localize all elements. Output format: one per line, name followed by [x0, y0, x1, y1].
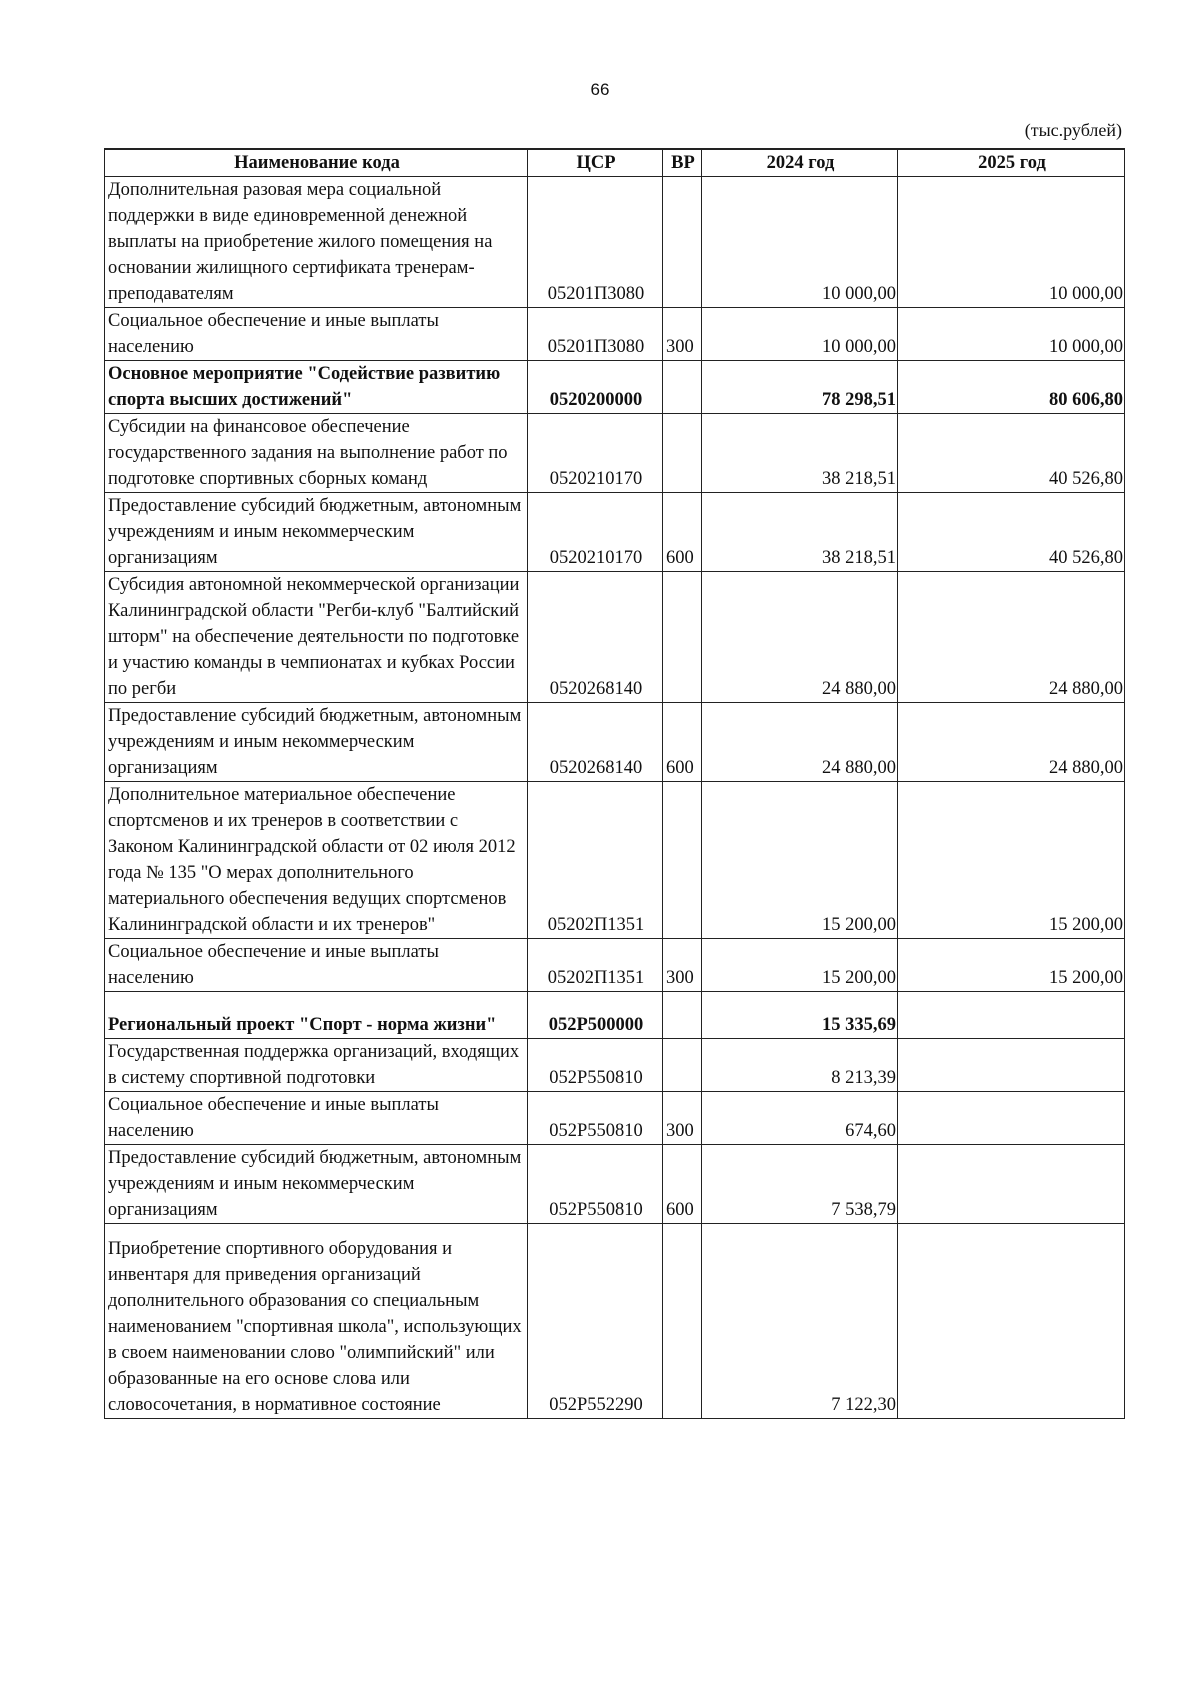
table-row	[105, 703, 1125, 782]
row-2025	[898, 1224, 1125, 1419]
row-csr: 052Р552290	[528, 1224, 663, 1419]
header-csr: ЦСР	[528, 149, 663, 177]
table-row-regional-project	[105, 992, 1125, 1039]
table-row	[105, 308, 1125, 361]
header-2025: 2025 год	[898, 149, 1125, 177]
row-2025: 15 200,00	[898, 782, 1125, 939]
row-name: Предоставление субсидий бюджетным, автономным учреждениям и иным некоммерческим организациям	[105, 1145, 528, 1224]
table-row	[105, 1145, 1125, 1224]
row-2024: 38 218,51	[702, 493, 898, 572]
row-2025	[898, 1039, 1125, 1092]
row-csr: 052Р550810	[528, 1039, 663, 1092]
row-2024: 15 200,00	[702, 782, 898, 939]
row-2025: 10 000,00	[898, 308, 1125, 361]
row-name: Региональный проект "Спорт - норма жизни"	[105, 992, 528, 1039]
row-name: Предоставление субсидий бюджетным, автономным учреждениям и иным некоммерческим организациям	[105, 703, 528, 782]
row-2025: 10 000,00	[898, 177, 1125, 308]
row-csr: 0520268140	[528, 572, 663, 703]
table-row	[105, 1039, 1125, 1092]
row-csr: 05201П3080	[528, 308, 663, 361]
row-2024: 7 122,30	[702, 1224, 898, 1419]
row-name: Социальное обеспечение и иные выплаты населению	[105, 308, 528, 361]
row-2025: 24 880,00	[898, 572, 1125, 703]
table-row	[105, 177, 1125, 308]
header-2024: 2024 год	[702, 149, 898, 177]
header-name: Наименование кода	[105, 149, 528, 177]
row-csr: 05201П3080	[528, 177, 663, 308]
row-vr	[663, 177, 702, 308]
row-vr: 300	[663, 939, 702, 992]
row-csr: 052Р500000	[528, 992, 663, 1039]
row-csr: 052Р550810	[528, 1092, 663, 1145]
row-2025	[898, 992, 1125, 1039]
row-name: Субсидия автономной некоммерческой организации Калининградской области "Регби-клуб "Балтийский шторм" на обеспечение деятельности по подготовке и участию команды в чемпионатах и кубках России по регби	[105, 572, 528, 703]
row-vr	[663, 1224, 702, 1419]
table-header-row	[105, 149, 1125, 177]
row-vr: 600	[663, 1145, 702, 1224]
header-vr: ВР	[663, 149, 702, 177]
row-name: Субсидии на финансовое обеспечение государственного задания на выполнение работ по подготовке спортивных сборных команд	[105, 414, 528, 493]
row-name: Дополнительная разовая мера социальной поддержки в виде единовременной денежной выплаты на приобретение жилого помещения на основании жилищного сертификата тренерам-преподавателям	[105, 177, 528, 308]
row-vr	[663, 782, 702, 939]
row-name: Предоставление субсидий бюджетным, автономным учреждениям и иным некоммерческим организациям	[105, 493, 528, 572]
row-csr: 0520210170	[528, 493, 663, 572]
row-name: Социальное обеспечение и иные выплаты населению	[105, 939, 528, 992]
row-csr: 052Р550810	[528, 1145, 663, 1224]
row-name: Государственная поддержка организаций, входящих в систему спортивной подготовки	[105, 1039, 528, 1092]
row-vr	[663, 414, 702, 493]
row-vr	[663, 992, 702, 1039]
table-row	[105, 1092, 1125, 1145]
row-2025	[898, 1092, 1125, 1145]
row-2025: 40 526,80	[898, 493, 1125, 572]
row-csr: 05202П1351	[528, 939, 663, 992]
row-csr: 05202П1351	[528, 782, 663, 939]
table-row	[105, 1224, 1125, 1419]
row-2024: 8 213,39	[702, 1039, 898, 1092]
table-row	[105, 572, 1125, 703]
table-row	[105, 939, 1125, 992]
row-vr	[663, 572, 702, 703]
row-2025	[898, 1145, 1125, 1224]
row-2024: 78 298,51	[702, 361, 898, 414]
row-vr: 300	[663, 1092, 702, 1145]
row-2024: 674,60	[702, 1092, 898, 1145]
row-name: Дополнительное материальное обеспечение спортсменов и их тренеров в соответствии с Законом Калининградской области от 02 июля 2012 года № 135 "О мерах дополнительного материального обеспечения ведущих спортсменов Калининградской области и их тренеров"	[105, 782, 528, 939]
table-row-main-event	[105, 361, 1125, 414]
row-2024: 15 335,69	[702, 992, 898, 1039]
row-csr: 0520200000	[528, 361, 663, 414]
row-csr: 0520210170	[528, 414, 663, 493]
row-2025: 40 526,80	[898, 414, 1125, 493]
table-row	[105, 414, 1125, 493]
row-name: Приобретение спортивного оборудования и инвентаря для приведения организаций дополнительного образования со специальным наименованием "спортивная школа", использующих в своем наименовании слово "олимпийский" или образованные на его основе слова или словосочетания, в нормативное состояние	[105, 1224, 528, 1419]
row-name: Основное мероприятие "Содействие развитию спорта высших достижений"	[105, 361, 528, 414]
page-number: 66	[590, 80, 610, 99]
units-label: (тыс.рублей)	[1024, 120, 1122, 140]
row-2024: 7 538,79	[702, 1145, 898, 1224]
row-2024: 15 200,00	[702, 939, 898, 992]
budget-table	[104, 148, 1125, 1419]
row-2025: 80 606,80	[898, 361, 1125, 414]
row-2025: 24 880,00	[898, 703, 1125, 782]
row-vr	[663, 1039, 702, 1092]
row-vr: 600	[663, 493, 702, 572]
row-vr: 600	[663, 703, 702, 782]
row-2024: 10 000,00	[702, 177, 898, 308]
row-2024: 24 880,00	[702, 703, 898, 782]
table-row	[105, 493, 1125, 572]
row-2024: 38 218,51	[702, 414, 898, 493]
row-name: Социальное обеспечение и иные выплаты населению	[105, 1092, 528, 1145]
row-vr: 300	[663, 308, 702, 361]
table-row	[105, 782, 1125, 939]
row-vr	[663, 361, 702, 414]
row-2025: 15 200,00	[898, 939, 1125, 992]
row-2024: 24 880,00	[702, 572, 898, 703]
row-csr: 0520268140	[528, 703, 663, 782]
row-2024: 10 000,00	[702, 308, 898, 361]
